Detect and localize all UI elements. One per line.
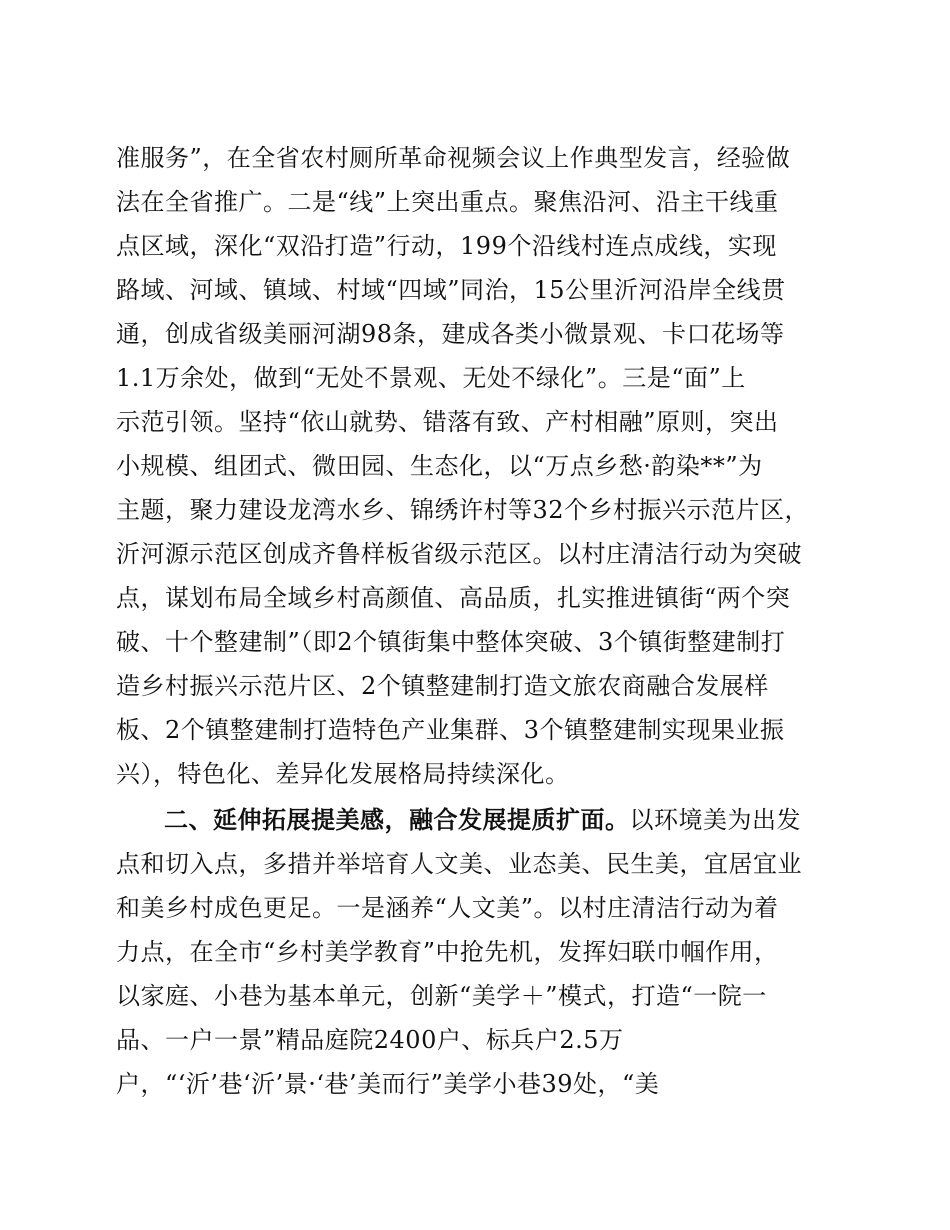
paragraph-line: 点和切入点，多措并举培育人文美、业态美、民生美，宜居宜业 <box>116 850 802 878</box>
paragraph-line: 力点，在全市“乡村美学教育”中抢先机，发挥妇联巾帼作用， <box>116 938 779 966</box>
section-heading-rest: 以环境美为出发 <box>629 806 801 834</box>
paragraph-line: 点，谋划布局全域乡村高颜值、高品质，扎实推进镇街“两个突 <box>116 584 791 612</box>
paragraph-line: 点区域，深化“双沿打造”行动，199个沿线村连点成线，实现 <box>116 232 777 260</box>
section-heading: 二、延伸拓展提美感，融合发展提质扩面。 <box>164 805 630 834</box>
paragraph-line: 示范引领。坚持“依山就势、错落有致、产村相融”原则，突出 <box>116 408 779 436</box>
paragraph-line: 户，“‘沂’巷‘沂’景·‘巷’美而行”美学小巷39处，“美 <box>116 1070 660 1098</box>
paragraph-line: 准服务”，在全省农村厕所革命视频会议上作典型发言，经验做 <box>116 144 791 172</box>
paragraph-line: 和美乡村成色更足。一是涵养“人文美”。以村庄清洁行动为着 <box>116 894 779 922</box>
paragraph-line: 法在全省推广。二是“线”上突出重点。聚焦沿河、沿主干线重 <box>116 188 779 216</box>
paragraph-line: 造乡村振兴示范片区、2个镇整建制打造文旅农商融合发展样 <box>116 672 769 700</box>
paragraph-line: 沂河源示范区创成齐鲁样板省级示范区。以村庄清洁行动为突破 <box>116 540 802 568</box>
paragraph-line: 破、十个整建制”（即2个镇街集中整体突破、3个镇街整建制打 <box>116 628 786 656</box>
paragraph-line: 通，创成省级美丽河湖98条，建成各类小微景观、卡口花场等 <box>116 320 785 348</box>
paragraph-line: 路域、河域、镇域、村域“四域”同治，15公里沂河沿岸全线贯 <box>116 276 786 304</box>
paragraph-line: 品、一户一景”精品庭院2400户、标兵户2.5万 <box>116 1026 624 1054</box>
paragraph-line: 板、2个镇整建制打造特色产业集群、3个镇整建制实现果业振 <box>116 716 785 744</box>
paragraph-line: 兴），特色化、差异化发展格局持续深化。 <box>116 760 570 788</box>
paragraph-line: 以家庭、小巷为基本单元，创新“美学＋”模式，打造“一院一 <box>116 982 767 1010</box>
paragraph-line: 小规模、组团式、微田园、生态化，以“万点乡愁·韵染**”为 <box>116 452 763 480</box>
paragraph-line: 主题，聚力建设龙湾水乡、锦绣许村等32个乡村振兴示范片区， <box>116 496 810 524</box>
paragraph-line: 1.1万余处，做到“无处不景观、无处不绿化”。三是“面”上 <box>116 364 746 392</box>
section-heading-line <box>164 798 844 842</box>
